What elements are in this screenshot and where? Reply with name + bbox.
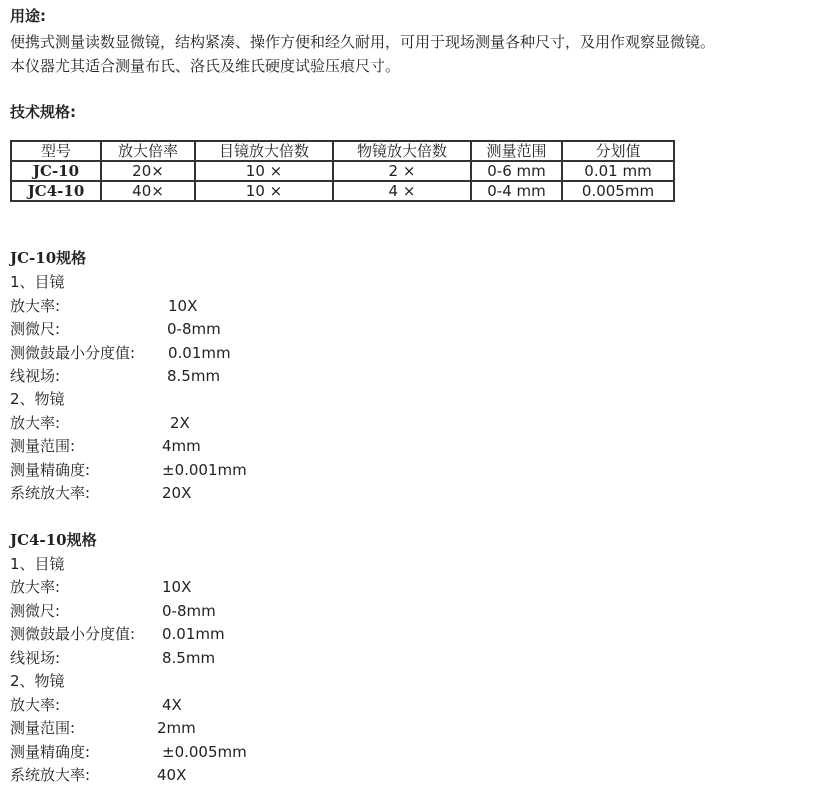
table-header-row bbox=[11, 141, 674, 161]
table-cell: JC4-10 bbox=[11, 181, 101, 201]
specs-heading: 技术规格: bbox=[10, 103, 76, 121]
spec-value: ±0.005mm bbox=[162, 743, 247, 761]
spec-label: 测微尺: bbox=[10, 602, 61, 620]
table-cell: 0.005mm bbox=[562, 181, 674, 201]
spec-label: 放大率: bbox=[10, 414, 61, 432]
spec-table bbox=[10, 140, 675, 202]
table-cell: 0.01 mm bbox=[562, 161, 674, 181]
usage-heading: 用途: bbox=[10, 7, 46, 25]
jc10-objective-heading: 2、物镜 bbox=[10, 390, 65, 408]
usage-text-line-2: 本仪器尤其适合测量布氏、洛氏及维氏硬度试验压痕尺寸。 bbox=[10, 57, 401, 75]
spec-value: 8.5mm bbox=[167, 367, 221, 385]
table-cell: 10 × bbox=[195, 181, 333, 201]
column-header-division: 分划值 bbox=[562, 141, 674, 161]
jc410-title: JC4-10规格 bbox=[10, 531, 97, 549]
column-header-objective: 物镜放大倍数 bbox=[333, 141, 471, 161]
table-cell: 0-6 mm bbox=[471, 161, 562, 181]
usage-text-line-1: 便携式测量读数显微镜，结构紧凑、操作方便和经久耐用，可用于现场测量各种尺寸，及用作观察显微镜。 bbox=[10, 33, 716, 51]
spec-label: 测量精确度: bbox=[10, 743, 91, 761]
spec-value: 4mm bbox=[162, 437, 201, 455]
spec-value: 2mm bbox=[157, 719, 196, 737]
column-header-eyepiece: 目镜放大倍数 bbox=[195, 141, 333, 161]
table-row bbox=[11, 161, 674, 181]
jc10-title: JC-10规格 bbox=[10, 249, 87, 267]
spec-value: 0-8mm bbox=[167, 320, 221, 338]
table-cell: 20× bbox=[101, 161, 195, 181]
spec-value: 0.01mm bbox=[168, 344, 231, 362]
spec-label: 测量范围: bbox=[10, 719, 76, 737]
spec-value: 20X bbox=[162, 484, 192, 502]
table-cell: 2 × bbox=[333, 161, 471, 181]
spec-value: 8.5mm bbox=[162, 649, 216, 667]
spec-label: 测微尺: bbox=[10, 320, 61, 338]
spec-label: 测量范围: bbox=[10, 437, 76, 455]
spec-label: 测微鼓最小分度值: bbox=[10, 344, 136, 362]
jc410-eyepiece-heading: 1、目镜 bbox=[10, 555, 65, 573]
spec-value: 10X bbox=[162, 578, 192, 596]
spec-label: 测量精确度: bbox=[10, 461, 91, 479]
spec-label: 放大率: bbox=[10, 578, 61, 596]
column-header-range: 测量范围 bbox=[471, 141, 562, 161]
spec-label: 线视场: bbox=[10, 649, 61, 667]
spec-value: 0-8mm bbox=[162, 602, 216, 620]
spec-label: 系统放大率: bbox=[10, 766, 91, 784]
column-header-magnification: 放大倍率 bbox=[101, 141, 195, 161]
table-cell: JC-10 bbox=[11, 161, 101, 181]
jc410-objective-heading: 2、物镜 bbox=[10, 672, 65, 690]
spec-label: 测微鼓最小分度值: bbox=[10, 625, 136, 643]
table-cell: 4 × bbox=[333, 181, 471, 201]
spec-label: 放大率: bbox=[10, 696, 61, 714]
table-cell: 40× bbox=[101, 181, 195, 201]
table-cell: 10 × bbox=[195, 161, 333, 181]
spec-value: 10X bbox=[168, 297, 198, 315]
spec-label: 线视场: bbox=[10, 367, 61, 385]
spec-value: 40X bbox=[157, 766, 187, 784]
table-cell: 0-4 mm bbox=[471, 181, 562, 201]
spec-value: 4X bbox=[162, 696, 182, 714]
column-header-model: 型号 bbox=[11, 141, 101, 161]
spec-value: ±0.001mm bbox=[162, 461, 247, 479]
spec-label: 放大率: bbox=[10, 297, 61, 315]
spec-value: 2X bbox=[170, 414, 190, 432]
spec-label: 系统放大率: bbox=[10, 484, 91, 502]
table-row bbox=[11, 181, 674, 201]
spec-value: 0.01mm bbox=[162, 625, 225, 643]
jc10-eyepiece-heading: 1、目镜 bbox=[10, 273, 65, 291]
